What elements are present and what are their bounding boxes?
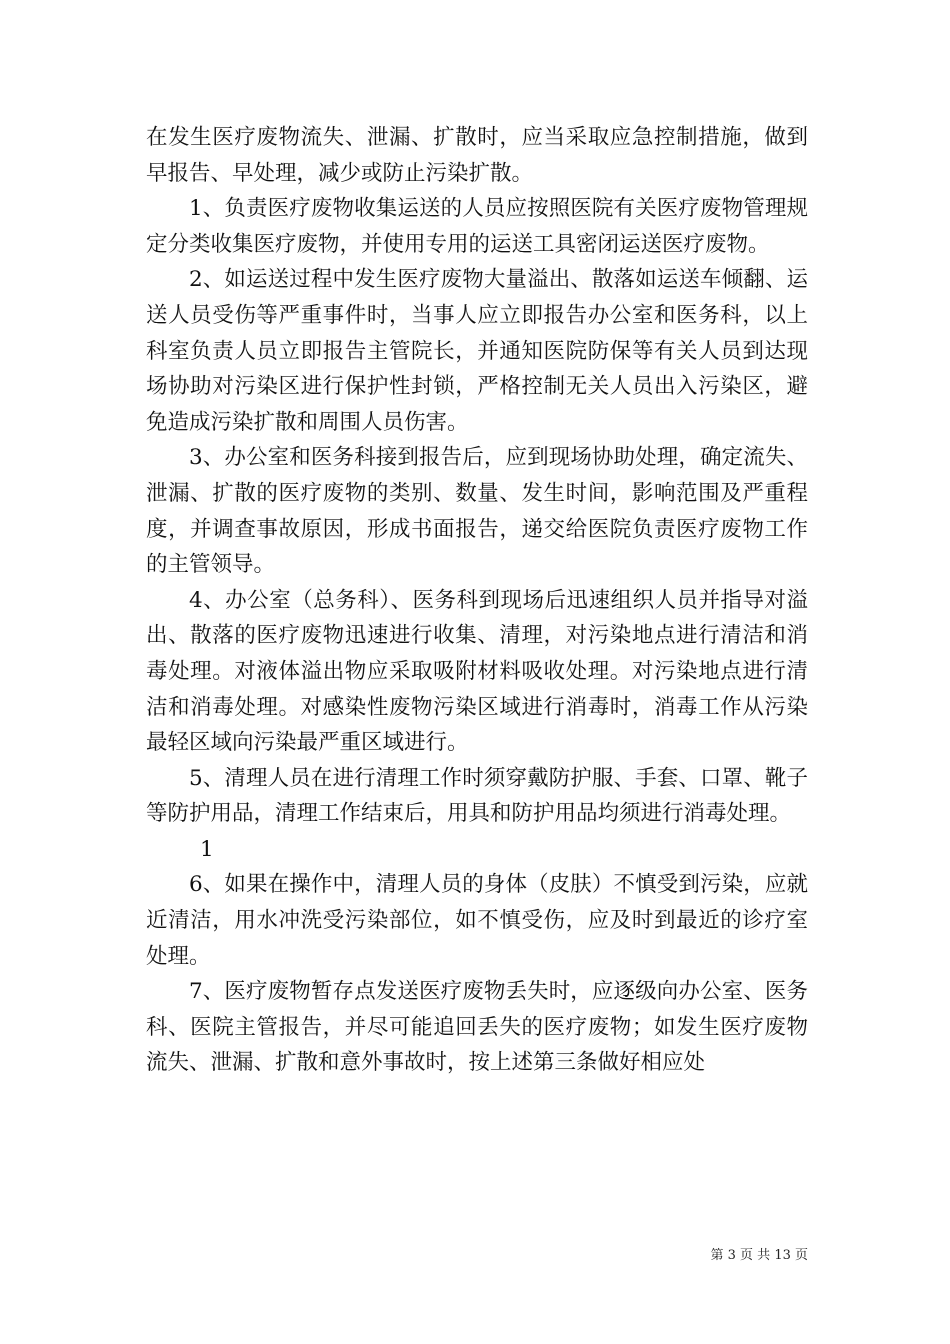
paragraph-item-2: 2、如运送过程中发生医疗废物大量溢出、散落如运送车倾翻、运送人员受伤等严重事件时，当事人应立即报告办公室和医务科，以上科室负责人员立即报告主管院长，并通知医院防保等有关人员到达现场协助对污染区进行保护性封锁，严格控制无关人员出入污染区，避免造成污染扩散和周围人员伤害。	[146, 267, 808, 435]
page-number-footer: 第 3 页 共 13 页	[710, 1248, 808, 1263]
paragraph-item-5: 5、清理人员在进行清理工作时须穿戴防护服、手套、口罩、靴子等防护用品，清理工作结束后，用具和防护用品均须进行消毒处理。	[146, 765, 808, 827]
paragraph-item-6: 6、如果在操作中，清理人员的身体（皮肤）不慎受到污染，应就近清洁，用水冲洗受污染部位，如不慎受伤，应及时到最近的诊疗室处理。	[146, 872, 808, 969]
paragraph-item-4: 4、办公室（总务科）、医务科到现场后迅速组织人员并指导对溢出、散落的医疗废物迅速进行收集、清理，对污染地点进行清洁和消毒处理。对液体溢出物应采取吸附材料吸收处理。对污染地点进行清洁和消毒处理。对感染性废物污染区域进行消毒时，消毒工作从污染最轻区域向污染最严重区域进行。	[146, 587, 808, 756]
inline-page-marker: 1	[200, 836, 214, 862]
paragraph-item-1: 1、负责医疗废物收集运送的人员应按照医院有关医疗废物管理规定分类收集医疗废物，并使用专用的运送工具密闭运送医疗废物。	[146, 196, 808, 257]
paragraph-item-3: 3、办公室和医务科接到报告后，应到现场协助处理，确定流失、泄漏、扩散的医疗废物的类别、数量、发生时间，影响范围及严重程度，并调查事故原因，形成书面报告，递交给医院负责医疗废物工作的主管领导。	[146, 445, 808, 578]
document-body	[146, 120, 808, 1081]
paragraph-item-7: 7、医疗废物暂存点发送医疗废物丢失时，应逐级向办公室、医务科、医院主管报告，并尽可能追回丢失的医疗废物；如发生医疗废物流失、泄漏、扩散和意外事故时，按上述第三条做好相应处	[146, 979, 808, 1076]
paragraph-intro: 在发生医疗废物流失、泄漏、扩散时，应当采取应急控制措施，做到早报告、早处理，减少或防止污染扩散。	[146, 125, 808, 186]
